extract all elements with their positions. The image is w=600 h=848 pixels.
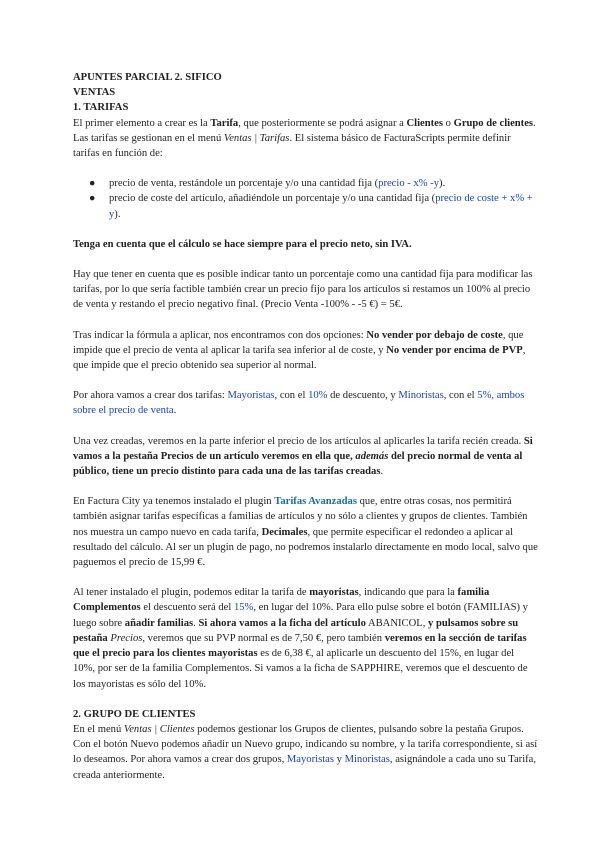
link-15-percent[interactable]: 15% [233, 602, 254, 614]
bullet-icon: ● [89, 178, 96, 190]
formula-link[interactable]: precio - x% -y [378, 178, 440, 190]
link-5-percent[interactable]: 5%, ambos sobre el precio de venta [73, 390, 525, 417]
document-body [73, 70, 538, 783]
paragraph-plugin: En Factura City ya tenemos instalado el plugin Tarifas Avanzadas que, entre otras cosas, nos permitirá también asignar tarifas específicas a familias de artículos y no sólo a clientes y grupos de clientes. También nos muestra un campo nuevo en cada tarifa, Decimales, que permite especificar el redondeo a aplicar al resultado del cálculo. Al ser un plugin de pago, no podremos instalarlo directamente en modo local, salvo que paguemos el precio de 15,99 €. [73, 496, 538, 569]
paragraph-tarifas-intro: El primer elemento a crear es la Tarifa, que posteriormente se podrá asignar a Clientes o Grupo de clientes. Las tarifas se gestionan en el menú Ventas | Tarifas. El sistema básico de FacturaScripts permite definir tarifas en función de: [73, 117, 536, 160]
paragraph-precio-fijo: Hay que tener en cuenta que es posible indicar tanto un porcentaje como una cantidad fija para modificar las tarifas, por lo que sería factible también crear un precio fijo para los artículos si restamos un 100% al precio de venta y restando el precio negativo final. (Precio Venta -100% - -5 €) = 5€. [73, 269, 533, 311]
link-mayoristas[interactable]: Mayoristas [227, 390, 275, 402]
formula-link[interactable]: precio de coste + x% + y [109, 193, 533, 220]
paragraph-crear-tarifas: Por ahora vamos a crear dos tarifas: Mayoristas, con el 10% de descuento, y Minoristas, con el 5%, ambos sobre el precio de venta. [73, 390, 525, 417]
link-10-percent[interactable]: 10% [308, 390, 328, 402]
link-minoristas[interactable]: Minoristas [398, 390, 444, 402]
paragraph-grupos: En el menú Ventas | Clientes podemos gestionar los Grupos de clientes, pulsando sobre la pestaña Grupos. Con el botón Nuevo podemos añadir un Nuevo grupo, indicando su nombre, y la tarifa correspondiente, si así lo deseamos. Por ahora vamos a crear dos grupos, Mayoristas y Minoristas, asignándole a cada uno su Tarifa, creada anteriormente. [73, 723, 538, 781]
link-minoristas-grupo[interactable]: Minoristas [344, 754, 390, 766]
tarifa-options-list [73, 176, 538, 222]
paragraph-pestana-precios: Una vez creadas, veremos en la parte inferior el precio de los artículos al aplicarles la tarifa recién creada. Si vamos a la pestaña Precios de un artículo veremos en ella que, además del precio normal de venta al público, tiene un precio distinto para cada una de las tarifas creadas. [73, 435, 533, 478]
list-item: ● precio de venta, restándole un porcentaje y/o una cantidad fija (precio - x% -y). [73, 176, 538, 191]
paragraph-familia-complementos: Al tener instalado el plugin, podemos editar la tarifa de mayoristas, indicando que para la familia Complementos el descuento será del 15%, en lugar del 10%. Para ello pulse sobre el botón (FAMILIAS) y luego sobre añadir familias. Si ahora vamos a la ficha del artículo ABANICOL, y pulsamos sobre su pestaña Precios, veremos que su PVP normal es de 7,50 €, pero también veremos en la sección de tarifas que el precio para los clientes mayoristas es de 6,38 €, al aplicarle un descuento del 15%, en lugar del 10%, por ser de la familia Complementos. Si vamos a la ficha de SAPPHIRE, veremos que el descuento de los mayoristas es sólo del 10%. [73, 587, 528, 690]
section-ventas: VENTAS [73, 87, 116, 99]
bullet-icon: ● [89, 193, 96, 205]
link-mayoristas-grupo[interactable]: Mayoristas [286, 754, 334, 766]
paragraph-opciones: Tras indicar la fórmula a aplicar, nos encontramos con dos opciones: No vender por debajo de coste, que impide que el precio de venta al aplicar la tarifa sea inferior al de coste, y No vender por encima de PVP, que impide que el precio obtenido sea superior al normal. [73, 329, 526, 372]
heading-grupo-clientes: 2. GRUPO DE CLIENTES [73, 708, 196, 720]
doc-title: APUNTES PARCIAL 2. SIFICO [73, 72, 222, 83]
note-iva: Tenga en cuenta que el cálculo se hace siempre para el precio neto, sin IVA. [73, 238, 412, 250]
link-tarifas-avanzadas[interactable]: Tarifas Avanzadas [274, 496, 357, 508]
heading-tarifas: 1. TARIFAS [73, 102, 129, 114]
list-item: ● precio de coste del artículo, añadiéndole un porcentaje y/o una cantidad fija (precio de coste + x% + y). [89, 193, 533, 220]
